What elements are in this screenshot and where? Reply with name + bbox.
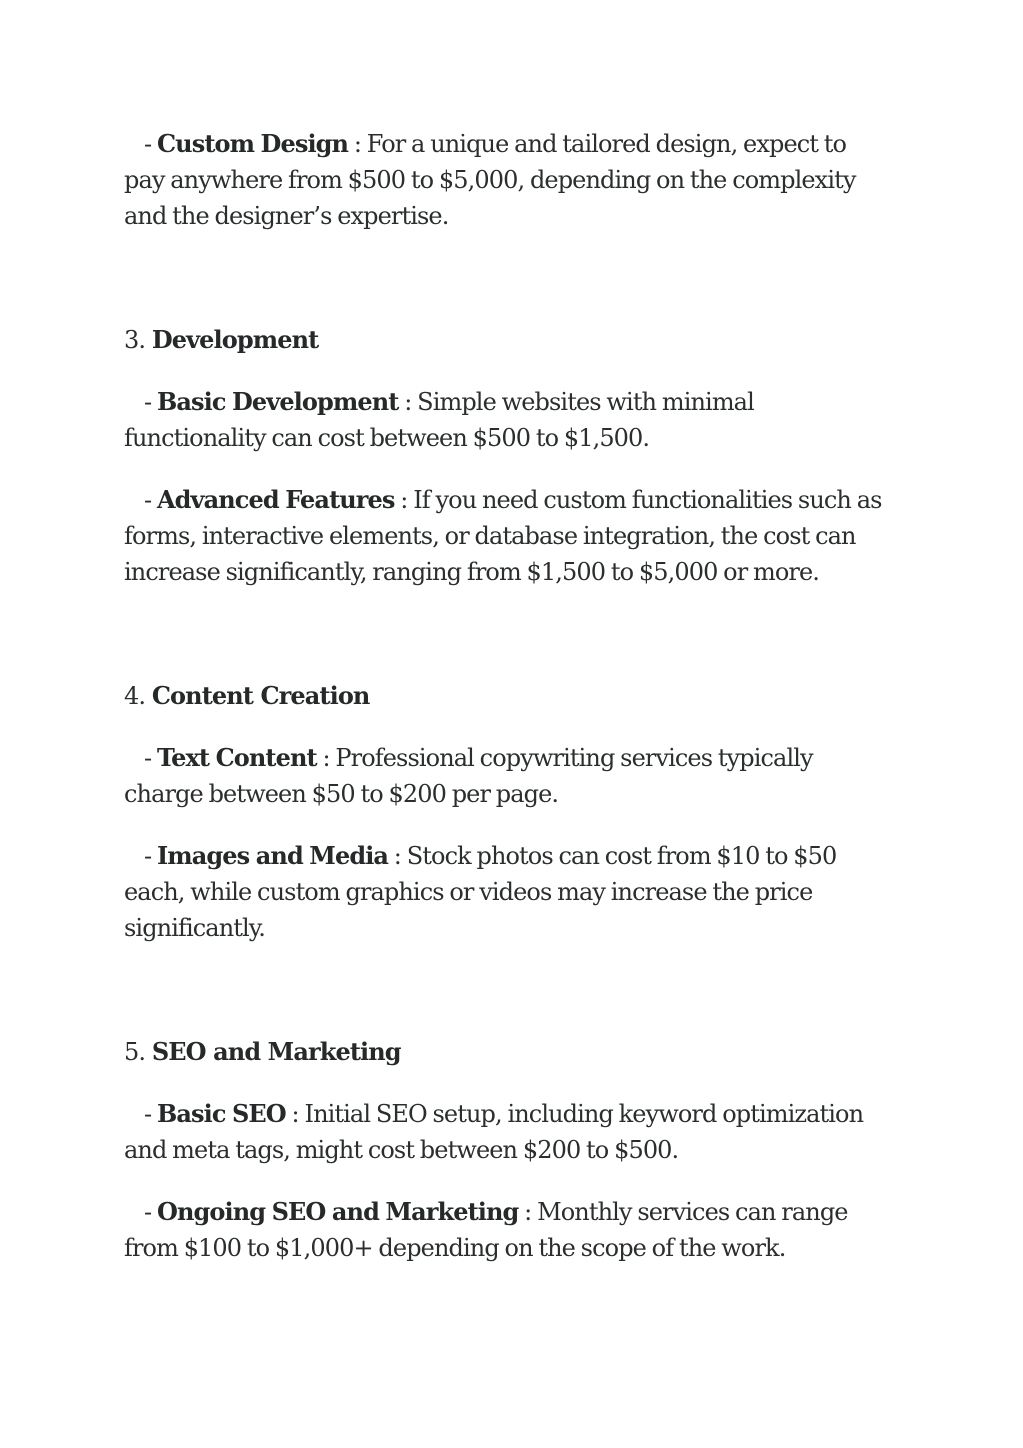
bullet: -: [144, 486, 152, 514]
item-term: Text Content: [156, 743, 317, 772]
item-term: Advanced Features: [156, 485, 395, 514]
list-item-text-content: [124, 740, 854, 812]
section-heading-seo-and-marketing: [124, 1034, 401, 1070]
item-separator: :: [316, 744, 336, 772]
item-description: Simple websites with minimal functionality can cost between $500 to $1,500.: [124, 388, 754, 452]
bullet: -: [144, 130, 152, 158]
item-separator: :: [285, 1100, 305, 1128]
list-item-images-and-media: [124, 838, 854, 946]
list-item-advanced-features: [124, 482, 914, 590]
section-title: SEO and Marketing: [151, 1037, 401, 1066]
list-item-basic-development: [124, 384, 784, 456]
item-description: For a unique and tailored design, expect to pay anywhere from $500 to $5,000, depending on the complexity and the designer’s expertise.: [124, 130, 856, 230]
item-separator: :: [394, 486, 414, 514]
item-term: Basic SEO: [156, 1099, 286, 1128]
bullet: -: [144, 388, 152, 416]
bullet: -: [144, 842, 152, 870]
item-description: If you need custom functionalities such as forms, interactive elements, or database integration, the cost can increase significantly, ranging from $1,500 to $5,000 or more.: [124, 486, 882, 586]
section-heading-content-creation: [124, 678, 369, 714]
item-description: Monthly services can range from $100 to $1,000+ depending on the scope of the work.: [124, 1198, 848, 1262]
section-number: 5.: [124, 1038, 146, 1066]
item-term: Ongoing SEO and Marketing: [156, 1197, 519, 1226]
section-number: 4.: [124, 682, 146, 710]
bullet: -: [144, 1100, 152, 1128]
section-title: Development: [151, 325, 319, 354]
item-term: Basic Development: [156, 387, 399, 416]
bullet: -: [144, 744, 152, 772]
bullet: -: [144, 1198, 152, 1226]
item-term: Custom Design: [156, 129, 349, 158]
item-separator: :: [348, 130, 367, 158]
item-description: Initial SEO setup, including keyword optimization and meta tags, might cost between $200 to $500.: [124, 1100, 864, 1164]
list-item-custom-design: [124, 126, 884, 234]
section-heading-development: [124, 322, 318, 358]
item-separator: :: [388, 842, 407, 870]
item-separator: :: [518, 1198, 538, 1226]
item-term: Images and Media: [156, 841, 389, 870]
section-title: Content Creation: [151, 681, 370, 710]
list-item-ongoing-seo-and-marketing: [124, 1194, 864, 1266]
list-item-basic-seo: [124, 1096, 894, 1168]
item-separator: :: [398, 388, 418, 416]
item-description: Stock photos can cost from $10 to $50 each, while custom graphics or videos may increase the price significantly.: [124, 842, 837, 942]
section-number: 3.: [124, 326, 146, 354]
item-description: Professional copywriting services typically charge between $50 to $200 per page.: [124, 744, 813, 808]
